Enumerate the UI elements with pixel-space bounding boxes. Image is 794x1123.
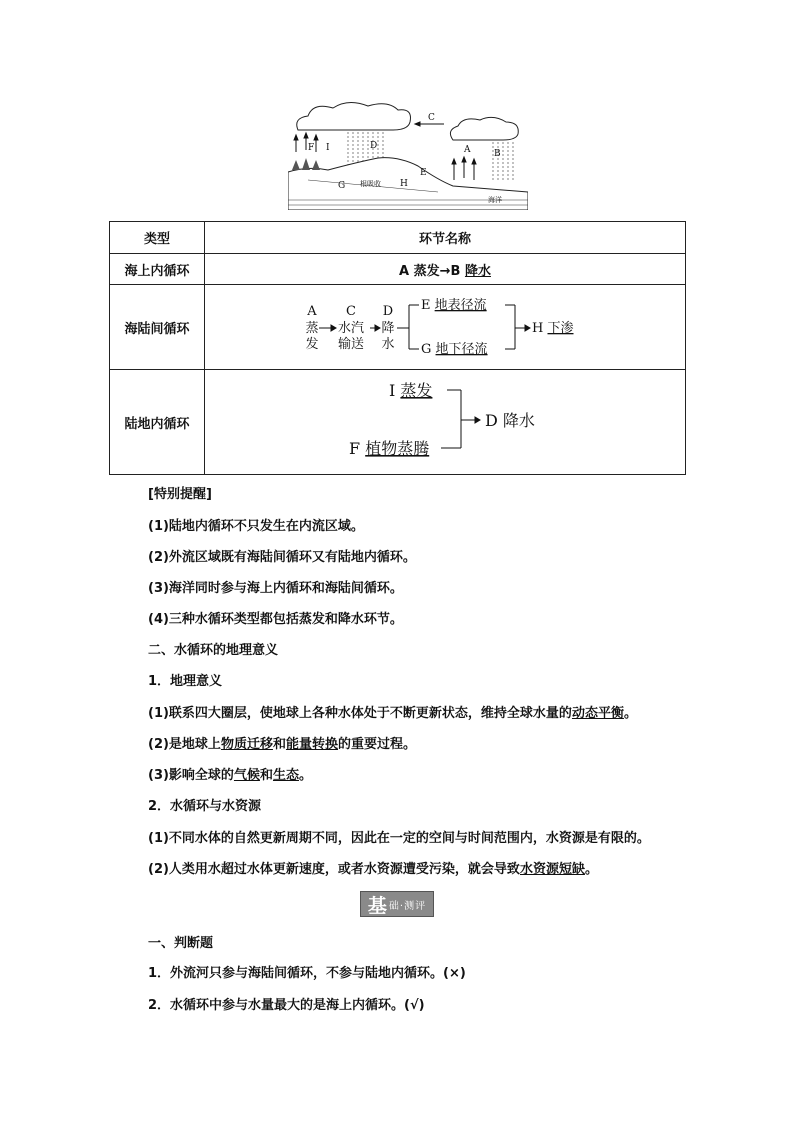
diagram-label-a: A: [464, 145, 471, 155]
section-2-heading: 二、水循环的地理意义: [148, 643, 279, 658]
water-2: (2)人类用水超过水体更新速度，或者水资源遭受污染，就会导致水资源短缺。: [148, 862, 598, 877]
note-2: (2)外流区域既有海陆间循环又有陆地内循环。: [148, 550, 416, 565]
svg-text:I 蒸发: I 蒸发: [389, 381, 433, 400]
svg-text:降: 降: [381, 321, 395, 336]
row3-type: 陆地内循环: [110, 370, 205, 475]
svg-text:H 下渗: H 下渗: [532, 321, 574, 336]
svg-text:水汽: 水汽: [337, 321, 365, 336]
diagram-label-root: 根吸收: [360, 180, 381, 188]
row2-type: 海陆间循环: [110, 285, 205, 370]
svg-text:C: C: [346, 304, 356, 319]
svg-text:G 地下径流: G 地下径流: [421, 342, 488, 357]
note-1: (1)陆地内循环不只发生在内流区域。: [148, 519, 364, 534]
basic-test-badge: [360, 891, 434, 917]
water-cycle-diagram: [288, 100, 528, 210]
row2-steps: [205, 285, 686, 370]
diagram-label-c: C: [428, 113, 435, 123]
diagram-label-b: B: [494, 149, 501, 159]
note-3: (3)海洋同时参与海上内循环和海陆间循环。: [148, 581, 403, 596]
diagram-label-ocean: 海洋: [488, 196, 502, 204]
diagram-label-d: D: [370, 141, 378, 151]
badge-big: 基: [367, 894, 387, 917]
meaning-1: (1)联系四大圈层，使地球上各种水体处于不断更新状态，维持全球水量的动态平衡。: [148, 706, 637, 721]
header-type: 类型: [110, 222, 205, 254]
svg-text:水: 水: [381, 337, 395, 352]
cycle-table: [109, 221, 686, 475]
diagram-label-i: I: [326, 143, 330, 153]
svg-text:E 地表径流: E 地表径流: [421, 298, 487, 313]
water-1: (1)不同水体的自然更新周期不同，因此在一定的空间与时间范围内，水资源是有限的。: [148, 831, 650, 846]
note-title: [特别提醒]: [148, 487, 212, 502]
quiz-q2: 2．水循环中参与水量最大的是海上内循环。(√): [148, 998, 425, 1013]
section-2-1: 1．地理意义: [148, 674, 223, 689]
diagram-label-g: G: [338, 181, 346, 191]
note-4: (4)三种水循环类型都包括蒸发和降水环节。: [148, 612, 403, 627]
land-flow: [205, 370, 685, 474]
quiz-q1: 1．外流河只参与海陆间循环，不参与陆地内循环。(×): [148, 966, 466, 981]
sea-land-flow: [205, 285, 685, 369]
svg-text:蒸: 蒸: [305, 321, 319, 336]
diagram-label-f: F: [308, 143, 315, 153]
svg-text:F 植物蒸腾: F 植物蒸腾: [349, 439, 430, 458]
badge-small: 础·测评: [388, 900, 427, 912]
svg-text:A: A: [307, 304, 317, 319]
meaning-2: (2)是地球上物质迁移和能量转换的重要过程。: [148, 737, 416, 752]
row3-steps: [205, 370, 686, 475]
diagram-label-e: E: [420, 168, 427, 178]
svg-text:D 降水: D 降水: [485, 411, 535, 430]
svg-text:发: 发: [305, 337, 319, 352]
header-steps: 环节名称: [205, 222, 686, 254]
section-2-2: 2．水循环与水资源: [148, 799, 262, 814]
quiz-heading: 一、判断题: [148, 936, 214, 951]
row1-type: 海上内循环: [110, 254, 205, 285]
diagram-label-h: H: [400, 179, 408, 189]
meaning-3: (3)影响全球的气候和生态。: [148, 768, 312, 783]
svg-text:输送: 输送: [337, 337, 365, 352]
row1-steps: A 蒸发→B 降水: [205, 254, 686, 285]
svg-text:D: D: [382, 304, 394, 319]
